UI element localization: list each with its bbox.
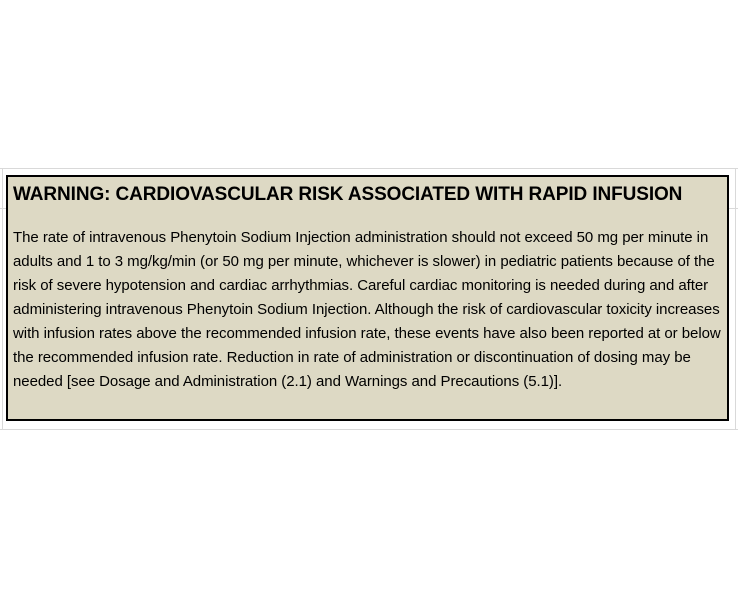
- gridline: [2, 168, 3, 430]
- boxed-warning: [6, 175, 729, 421]
- gridline: [0, 168, 738, 169]
- warning-body: The rate of intravenous Phenytoin Sodium Injection administration should not exceed 50 mg per minute in adults and 1 to 3 mg/kg/min (or 50 mg per minute, whichever is slower) in pediatric patients because of the risk of severe hypotension and cardiac arrhythmias. Careful cardiac monitoring is needed during and after administering intravenous Phenytoin Sodium Injection. Although the risk of cardiovascular toxicity increases with infusion rates above the recommended infusion rate, these events have also been reported at or below the recommended infusion rate. Reduction in rate of administration or discontinuation of dosing may be needed [see Dosage and Administration (2.1) and Warnings and Precautions (5.1)].: [13, 229, 721, 390]
- warning-title: WARNING: CARDIOVASCULAR RISK ASSOCIATED WITH RAPID INFUSION: [13, 184, 683, 205]
- gridline: [735, 168, 736, 430]
- gridline: [0, 429, 738, 430]
